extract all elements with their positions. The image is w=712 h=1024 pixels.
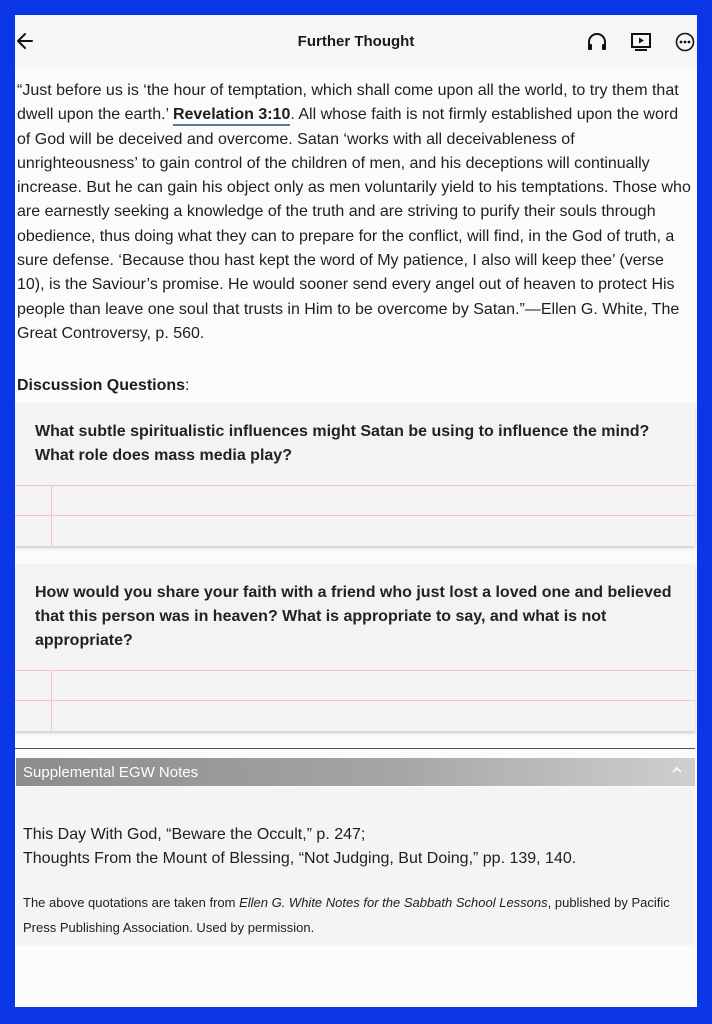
quote-text-start: “Just before us is ‘the hour of temptation, which shall come upon all the world, to try them that dwell upon the earth.’ <box>17 82 679 124</box>
egw-notes-body <box>16 787 695 945</box>
chevron-up-icon[interactable] <box>671 764 683 779</box>
headphones-icon[interactable] <box>586 31 608 53</box>
egw-credit: The above quotations are taken from Ellen G. White Notes for the Sabbath School Lessons, published by Pacific Press Publishing Association. Used by permission. <box>23 895 670 935</box>
answer-input[interactable] <box>15 671 695 731</box>
question-text: How would you share your faith with a friend who just lost a loved one and believed that this person was in heaven? What is appropriate to say, and what is not appropriate? <box>35 584 672 649</box>
more-options-icon[interactable] <box>674 31 696 53</box>
question-card-2 <box>15 564 695 731</box>
egw-note-line: Thoughts From the Mount of Blessing, “Not Judging, But Doing,” pp. 139, 140. <box>23 850 577 867</box>
video-play-icon[interactable] <box>630 31 652 53</box>
egw-notes-toggle[interactable] <box>16 758 695 786</box>
discussion-questions-heading: Discussion Questions: <box>17 377 190 394</box>
answer-input[interactable] <box>15 486 695 546</box>
quote-text-end: . All whose faith is not firmly established upon the word of God will be deceived and overcome. Satan ‘works with all deceivableness of unrighteousness’ to gain control of the children of men, and his deceptions will continually increase. But he can gain his object only as men voluntarily yield to his temptations. Those who are earnestly seeking a knowledge of the truth and are striving to purify their souls through obedience, thus doing what they can to prepare for the conflict, will find, in the God of truth, a sure defense. ‘Because thou hast kept the word of My patience, I also will keep thee’ (verse 10), is the Saviour’s promise. He would sooner send every angel out of heaven to protect His people than leave one soul that trusts in Him to be overcome by Satan.”—Ellen G. White, The Great Controversy, p. 560. <box>17 106 691 342</box>
top-bar <box>15 15 697 67</box>
egw-notes-title: Supplemental EGW Notes <box>23 764 199 781</box>
egw-note-line: This Day With God, “Beware the Occult,” p. 247; <box>23 826 366 843</box>
question-card-1 <box>15 403 695 546</box>
divider <box>15 748 695 749</box>
question-text: What subtle spiritualistic influences might Satan be using to influence the mind? What role does mass media play? <box>35 423 650 464</box>
page-title: Further Thought <box>297 33 415 50</box>
further-thought-quote <box>17 79 695 346</box>
bible-reference-link[interactable]: Revelation 3:10 <box>173 106 290 126</box>
app-window <box>15 15 697 1007</box>
